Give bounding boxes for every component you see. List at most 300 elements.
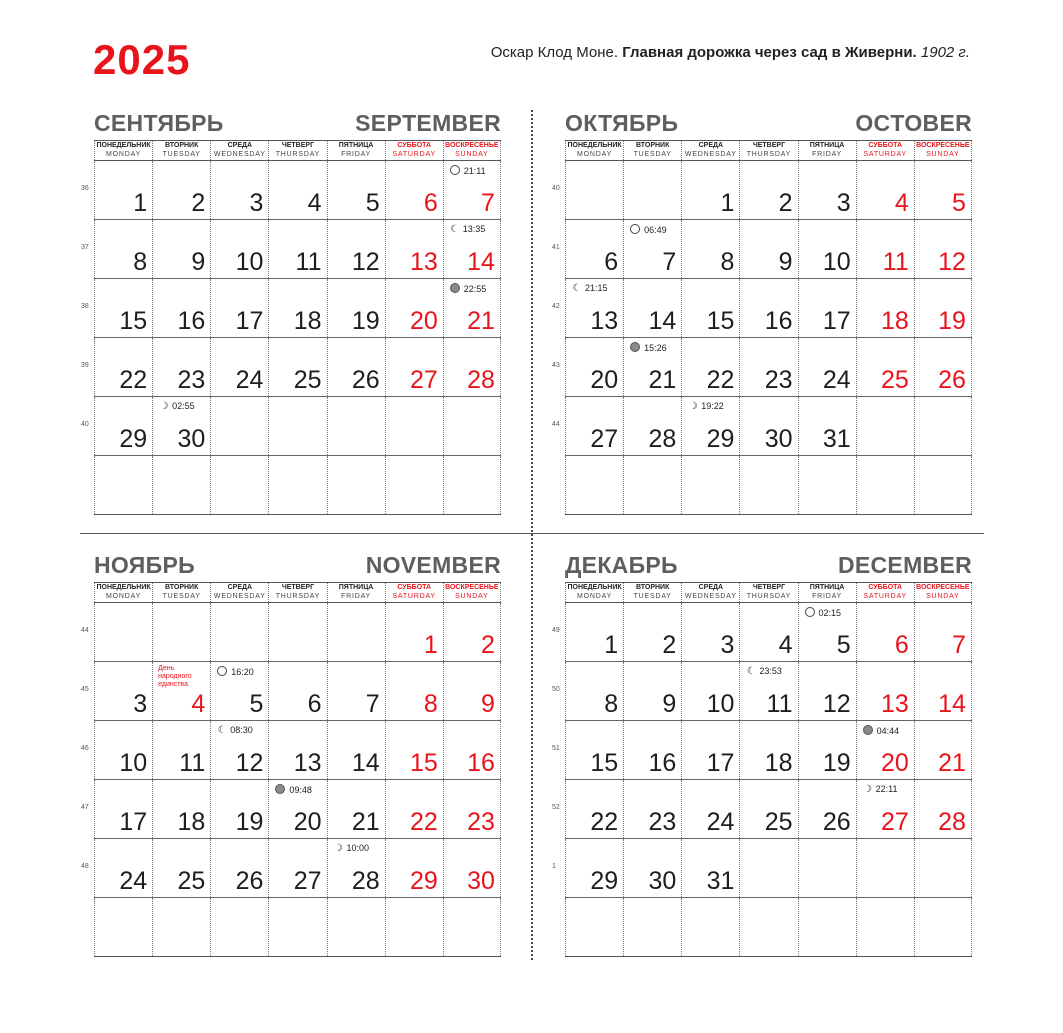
- day-number: 23: [648, 808, 677, 836]
- day-cell: [623, 161, 681, 219]
- day-number: 5: [365, 189, 380, 217]
- day-cell: [681, 721, 739, 779]
- weekday-name-ru: ПЯТНИЦА: [809, 584, 845, 591]
- moon-time: 02:55: [172, 401, 195, 411]
- day-cell: [681, 456, 739, 514]
- day-number: 8: [133, 248, 148, 276]
- day-cell: [798, 603, 856, 661]
- day-cell: [798, 161, 856, 219]
- weekday-name-en: FRIDAY: [341, 150, 372, 158]
- day-cell: [385, 161, 443, 219]
- month-name-ru: ОКТЯБРЬ: [565, 110, 679, 136]
- day-number: 28: [467, 366, 495, 394]
- day-number: 24: [119, 867, 148, 895]
- day-number: 10: [822, 248, 851, 276]
- day-cell: [327, 161, 385, 219]
- day-cell: [798, 662, 856, 720]
- day-number: 6: [307, 690, 322, 718]
- month-name-en: NOVEMBER: [365, 552, 501, 578]
- moon-first-icon: ☽: [334, 843, 343, 854]
- day-cell: [914, 603, 972, 661]
- day-cell: [739, 397, 797, 455]
- day-number: 2: [191, 189, 206, 217]
- day-number: 4: [191, 690, 206, 718]
- moon-last-icon: ☾: [746, 666, 756, 677]
- day-number: 29: [409, 867, 438, 895]
- day-number: 11: [295, 248, 322, 276]
- week-row: [81, 279, 501, 338]
- day-cell: [327, 279, 385, 337]
- week-number: 50: [552, 686, 560, 693]
- moon-time: 19:22: [701, 401, 724, 411]
- day-number: 26: [235, 867, 264, 895]
- day-number: 28: [351, 867, 380, 895]
- day-number: 22: [119, 366, 148, 394]
- day-cell: [268, 397, 326, 455]
- day-cell: [268, 220, 326, 278]
- week-row: [552, 338, 972, 397]
- weekday-name-en: SATURDAY: [863, 592, 907, 600]
- moon-full-icon: [217, 666, 227, 676]
- moon-time: 21:11: [463, 166, 486, 176]
- moon-time: 15:26: [644, 343, 667, 353]
- moon-phase: [630, 224, 667, 235]
- week-number: 47: [81, 804, 89, 811]
- day-number: 6: [894, 631, 909, 659]
- weekday-name-ru: ПОНЕДЕЛЬНИК: [96, 584, 151, 591]
- weekday-header: [739, 141, 797, 160]
- day-number: 8: [604, 690, 619, 718]
- month-header: [94, 552, 501, 582]
- day-cell: [623, 780, 681, 838]
- moon-phase: [746, 666, 782, 677]
- weekday-name-en: MONDAY: [577, 150, 613, 158]
- day-cell: [385, 839, 443, 897]
- weekday-name-ru: ПЯТНИЦА: [338, 584, 374, 591]
- weekday-name-ru: СРЕДА: [698, 584, 724, 591]
- day-number: 19: [822, 749, 851, 777]
- day-cell: [152, 161, 210, 219]
- day-number: 29: [706, 425, 735, 453]
- day-cell: [914, 456, 972, 514]
- day-number: 27: [409, 366, 438, 394]
- day-number: 17: [822, 307, 851, 335]
- weekday-header: [565, 583, 623, 602]
- horizontal-divider: [80, 533, 984, 534]
- day-cell: [268, 662, 326, 720]
- month-grid: [81, 582, 501, 957]
- day-cell: [739, 279, 797, 337]
- day-number: 10: [119, 749, 148, 777]
- day-cell: [798, 279, 856, 337]
- moon-last-icon: ☾: [450, 224, 460, 235]
- day-cell: [681, 603, 739, 661]
- day-cell: [798, 338, 856, 396]
- day-cell: [856, 780, 914, 838]
- day-cell: [443, 780, 501, 838]
- day-cell: [327, 220, 385, 278]
- day-number: 23: [467, 808, 495, 836]
- weekday-header: [210, 583, 268, 602]
- day-cell: [385, 780, 443, 838]
- caption-title: Главная дорожка через сад в Живерни.: [622, 44, 917, 61]
- day-cell: [739, 721, 797, 779]
- moon-phase: [630, 342, 667, 353]
- moon-last-icon: ☾: [572, 283, 582, 294]
- day-number: 15: [706, 307, 735, 335]
- week-row: [81, 721, 501, 780]
- weekday-header: [623, 583, 681, 602]
- weekday-header: [152, 141, 210, 160]
- week-number: 48: [81, 863, 89, 870]
- day-cell: [623, 721, 681, 779]
- day-cell: [327, 662, 385, 720]
- month-september: [81, 110, 501, 453]
- moon-last-icon: ☾: [217, 725, 227, 736]
- day-number: 20: [590, 366, 619, 394]
- weekday-header: [94, 141, 152, 160]
- day-cell: [152, 456, 210, 514]
- day-number: 16: [467, 749, 495, 777]
- week-row: [81, 338, 501, 397]
- day-number: 5: [836, 631, 851, 659]
- day-cell: [152, 220, 210, 278]
- weekday-header: [914, 583, 972, 602]
- day-cell: [152, 338, 210, 396]
- day-number: 30: [467, 867, 495, 895]
- day-number: 8: [720, 248, 735, 276]
- week-number: 45: [81, 686, 89, 693]
- day-cell: [681, 780, 739, 838]
- day-cell: [268, 721, 326, 779]
- moon-phase: [159, 401, 195, 412]
- weekday-name-ru: ЧЕТВЕРГ: [752, 584, 786, 591]
- month-name-en: DECEMBER: [837, 552, 972, 578]
- day-number: 12: [822, 690, 851, 718]
- weekday-header: [327, 583, 385, 602]
- day-cell: [152, 662, 210, 720]
- day-cell: [152, 898, 210, 956]
- day-cell: [268, 603, 326, 661]
- day-number: 18: [764, 749, 793, 777]
- day-number: 9: [191, 248, 206, 276]
- weekday-header: [385, 141, 443, 160]
- weekday-header: [856, 141, 914, 160]
- day-cell: [443, 839, 501, 897]
- day-cell: [681, 220, 739, 278]
- weekday-name-ru: ПЯТНИЦА: [809, 142, 845, 149]
- weekday-name-ru: ВТОРНИК: [165, 142, 199, 149]
- day-cell: [798, 456, 856, 514]
- weekday-header: [914, 141, 972, 160]
- day-number: 13: [409, 248, 438, 276]
- weekday-header: [268, 141, 326, 160]
- week-row: [81, 220, 501, 279]
- weekday-name-en: THURSDAY: [746, 150, 792, 158]
- week-number: 44: [552, 421, 560, 428]
- weekday-name-ru: ВОСКРЕСЕНЬЕ: [445, 142, 499, 149]
- weekday-name-ru: ВТОРНИК: [636, 142, 670, 149]
- weekday-name-ru: ЧЕТВЕРГ: [752, 142, 786, 149]
- day-cell: [856, 603, 914, 661]
- day-cell: [856, 839, 914, 897]
- day-number: 28: [938, 808, 966, 836]
- day-cell: [565, 161, 623, 219]
- day-cell: [856, 721, 914, 779]
- week-number: 43: [552, 362, 560, 369]
- day-cell: [565, 898, 623, 956]
- day-cell: [210, 898, 268, 956]
- moon-new-icon: [450, 283, 460, 293]
- day-number: 1: [604, 631, 619, 659]
- day-cell: [94, 161, 152, 219]
- day-cell: [914, 338, 972, 396]
- weekday-name-ru: ЧЕТВЕРГ: [281, 142, 315, 149]
- day-cell: [268, 456, 326, 514]
- week-row: [81, 397, 501, 456]
- day-number: 3: [836, 189, 851, 217]
- day-number: 25: [764, 808, 793, 836]
- week-row: [81, 780, 501, 839]
- day-cell: [623, 839, 681, 897]
- week-row: [565, 898, 972, 957]
- day-cell: [443, 456, 501, 514]
- month-name-ru: НОЯБРЬ: [94, 552, 195, 578]
- day-number: 1: [720, 189, 735, 217]
- day-cell: [385, 662, 443, 720]
- caption-author: Оскар Клод Моне.: [490, 44, 619, 61]
- week-row: [552, 603, 972, 662]
- moon-time: 23:53: [759, 666, 782, 676]
- day-cell: [210, 220, 268, 278]
- day-cell: [210, 780, 268, 838]
- day-cell: [565, 220, 623, 278]
- day-cell: [856, 456, 914, 514]
- week-row: [81, 839, 501, 898]
- day-cell: [681, 839, 739, 897]
- day-number: 22: [590, 808, 619, 836]
- day-cell: [914, 220, 972, 278]
- week-number: 49: [552, 627, 560, 634]
- month-october: [552, 110, 972, 453]
- day-cell: [914, 780, 972, 838]
- weekday-name-ru: СУББОТА: [397, 584, 432, 591]
- moon-phase: [863, 725, 900, 736]
- moon-first-icon: ☽: [159, 401, 169, 412]
- day-number: 31: [822, 425, 851, 453]
- weekday-name-ru: ВОСКРЕСЕНЬЕ: [445, 584, 499, 591]
- day-number: 18: [293, 307, 322, 335]
- weekday-name-en: SATURDAY: [863, 150, 907, 158]
- day-cell: [623, 338, 681, 396]
- day-cell: [565, 603, 623, 661]
- weekday-name-en: TUESDAY: [162, 150, 201, 158]
- day-number: 20: [293, 808, 322, 836]
- day-cell: [565, 456, 623, 514]
- day-number: 7: [480, 189, 495, 217]
- moon-first-icon: ☽: [688, 401, 698, 412]
- moon-phase: [572, 283, 608, 294]
- day-cell: [385, 397, 443, 455]
- moon-new-icon: [630, 342, 640, 352]
- weekday-header: [681, 583, 739, 602]
- week-row: [565, 456, 972, 515]
- day-number: 25: [293, 366, 322, 394]
- day-number: 16: [648, 749, 677, 777]
- week-row: [552, 839, 972, 898]
- day-cell: [739, 780, 797, 838]
- day-number: 8: [423, 690, 438, 718]
- day-cell: [565, 721, 623, 779]
- day-number: 12: [938, 248, 966, 276]
- day-number: 13: [590, 307, 619, 335]
- weekday-name-en: SUNDAY: [455, 150, 489, 158]
- day-cell: [385, 456, 443, 514]
- day-cell: [623, 898, 681, 956]
- week-row: [81, 662, 501, 721]
- day-cell: [681, 161, 739, 219]
- day-cell: [739, 456, 797, 514]
- day-cell: [94, 603, 152, 661]
- day-number: 9: [662, 690, 677, 718]
- weekday-header: [856, 583, 914, 602]
- day-cell: [798, 898, 856, 956]
- day-cell: [152, 780, 210, 838]
- weekday-name-ru: СРЕДА: [227, 584, 253, 591]
- weekday-name-en: MONDAY: [106, 592, 142, 600]
- day-cell: [739, 220, 797, 278]
- weekday-name-ru: ПОНЕДЕЛЬНИК: [567, 584, 622, 591]
- day-number: 15: [590, 749, 619, 777]
- day-cell: [565, 780, 623, 838]
- day-cell: [152, 397, 210, 455]
- day-cell: [565, 662, 623, 720]
- moon-time: 06:49: [644, 225, 667, 235]
- week-number: 44: [81, 627, 89, 634]
- moon-phase: [688, 401, 724, 412]
- weekday-name-en: WEDNESDAY: [684, 150, 737, 158]
- day-number: 1: [133, 189, 148, 217]
- weekday-name-en: SUNDAY: [926, 150, 960, 158]
- day-number: 15: [119, 307, 148, 335]
- moon-time: 08:30: [230, 725, 253, 735]
- day-cell: [152, 839, 210, 897]
- week-row: [81, 161, 501, 220]
- week-number: 1: [552, 863, 556, 870]
- day-number: 30: [177, 425, 206, 453]
- day-number: 17: [119, 808, 148, 836]
- day-cell: [210, 839, 268, 897]
- day-cell: [152, 603, 210, 661]
- day-cell: [268, 161, 326, 219]
- day-cell: [385, 603, 443, 661]
- day-number: 3: [249, 189, 264, 217]
- day-cell: [327, 603, 385, 661]
- weekday-header-row: [94, 141, 501, 161]
- day-cell: [914, 898, 972, 956]
- day-cell: [739, 839, 797, 897]
- moon-full-icon: [630, 224, 640, 234]
- day-cell: [268, 780, 326, 838]
- day-cell: [739, 161, 797, 219]
- week-number: 42: [552, 303, 560, 310]
- day-cell: [94, 338, 152, 396]
- weekday-header: [327, 141, 385, 160]
- day-cell: [681, 397, 739, 455]
- day-number: 21: [938, 749, 966, 777]
- day-cell: [268, 338, 326, 396]
- moon-new-icon: [863, 725, 873, 735]
- day-number: 20: [880, 749, 909, 777]
- moon-time: 16:20: [231, 667, 254, 677]
- day-number: 7: [662, 248, 677, 276]
- week-number: 38: [81, 303, 89, 310]
- day-cell: [94, 662, 152, 720]
- day-number: 16: [177, 307, 206, 335]
- day-cell: [268, 839, 326, 897]
- day-number: 21: [648, 366, 677, 394]
- day-cell: [94, 279, 152, 337]
- month-header: [94, 110, 501, 140]
- week-row: [552, 161, 972, 220]
- moon-phase: [217, 725, 253, 736]
- week-number: 39: [81, 362, 89, 369]
- day-cell: [565, 397, 623, 455]
- weekday-name-en: WEDNESDAY: [213, 592, 266, 600]
- moon-phase: [334, 843, 370, 854]
- day-cell: [681, 662, 739, 720]
- weekday-header: [94, 583, 152, 602]
- month-grid: [552, 582, 972, 957]
- week-number: 41: [552, 244, 560, 251]
- day-cell: [210, 662, 268, 720]
- day-cell: [210, 456, 268, 514]
- weekday-name-en: TUESDAY: [633, 150, 672, 158]
- weekday-name-ru: ПОНЕДЕЛЬНИК: [567, 142, 622, 149]
- week-row: [552, 279, 972, 338]
- day-number: 17: [235, 307, 264, 335]
- day-cell: [856, 898, 914, 956]
- day-cell: [385, 220, 443, 278]
- day-cell: [798, 397, 856, 455]
- weekday-name-en: FRIDAY: [812, 592, 843, 600]
- week-row: [552, 662, 972, 721]
- weekday-name-en: SATURDAY: [392, 150, 436, 158]
- day-cell: [94, 397, 152, 455]
- day-cell: [327, 456, 385, 514]
- week-row: [94, 456, 501, 515]
- day-cell: [914, 662, 972, 720]
- day-cell: [623, 397, 681, 455]
- day-number: 3: [133, 690, 148, 718]
- day-cell: [94, 898, 152, 956]
- day-cell: [443, 662, 501, 720]
- day-cell: [210, 603, 268, 661]
- day-cell: [385, 338, 443, 396]
- day-number: 11: [179, 749, 206, 777]
- day-cell: [443, 603, 501, 661]
- month-grid: [81, 140, 501, 515]
- moon-time: 13:35: [462, 224, 486, 234]
- weekday-header: [443, 141, 501, 160]
- day-number: 10: [706, 690, 735, 718]
- moon-full-icon: [450, 165, 460, 175]
- weekday-header: [739, 583, 797, 602]
- moon-new-icon: [275, 784, 285, 794]
- day-number: 21: [351, 808, 380, 836]
- week-number: 36: [81, 185, 89, 192]
- day-cell: [385, 279, 443, 337]
